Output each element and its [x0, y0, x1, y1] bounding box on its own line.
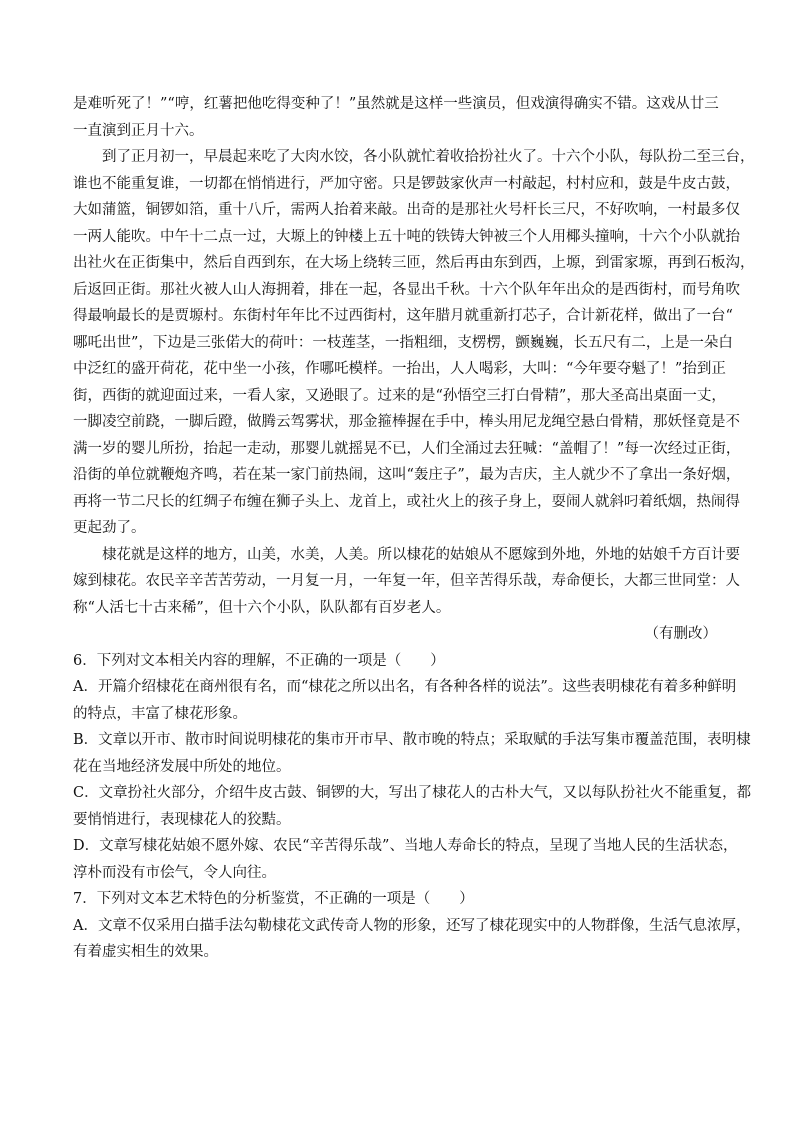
passage-line: 一脚凌空前跷，一脚后蹬，做腾云驾雾状，那金箍棒握在手中，棒头用尼龙绳空悬白骨精，那妖怪竟是不 [73, 414, 740, 430]
option-c-cont: 要悄悄进行，表现棣花人的狡黠。 [73, 811, 291, 828]
passage-paragraph-dihua [73, 542, 740, 622]
passage-line: 谁也不能重复谁，一切都在悄悄进行，严加守密。只是锣鼓家伙声一村敲起，村村应和，鼓是牛皮古鼓， [73, 175, 740, 192]
passage-line: 出社火在正街集中，然后自西到东，在大场上绕转三匝，然后再由东到西，上塬，到雷家塬，再到石板沟， [73, 255, 755, 271]
question-stem: 7．下列对文本艺术特色的分析鉴赏，不正确的一项是（ ） [73, 891, 474, 907]
passage-line: 得最响最长的是贾塬村。东街村年年比不过西街村，这年腊月就重新打芯子，合计新花样，做出了一台“ [73, 308, 733, 324]
passage-line: 嫁到棣花。农民辛辛苦苦劳动，一月复一月，一年复一年，但辛苦得乐哉，寿命便长，大都三世同堂：人 [73, 573, 740, 589]
passage-line: 称“人活七十古来稀”，但十六个小队，队队都有百岁老人。 [73, 599, 451, 616]
option-d: D．文章写棣花姑娘不愿外嫁、农民“辛苦得乐哉”、当地人寿命长的特点，呈现了当地人民的生活状态， [73, 838, 738, 854]
passage-line: 满一岁的婴儿所扮，抬起一走动，那婴儿就摇晃不已，人们全涌过去狂喊：“盖帽了！”每一次经过正街， [73, 440, 741, 457]
option-b-cont: 花在当地经济发展中所处的地位。 [73, 758, 291, 775]
passage-line: 是难听死了！”“哼，红薯把他吃得变种了！”虽然就是这样一些演员，但戏演得确实不错。这戏从廿三 [73, 96, 719, 112]
passage-paragraph-shehuo [73, 144, 755, 542]
passage-line: 后返回正街。那社火被人山人海拥着，排在一起，各显出千秋。十六个队年年出众的是西街村，而号角吹 [73, 281, 740, 298]
passage-continuation [73, 91, 725, 144]
option-c: C．文章扮社火部分，介绍牛皮古鼓、铜锣的大，写出了棣花人的古朴大气，又以每队扮社火不能重复，都 [73, 785, 752, 801]
passage-line: 更起劲了。 [73, 520, 146, 536]
passage-line: 大如蒲篮，铜锣如箔，重十八斤，需两人抬着来敲。出奇的是那社火号杆长三尺，不好吹响，一村最多仅 [73, 202, 740, 218]
passage-line: 棣花就是这样的地方，山美，水美，人美。所以棣花的姑娘从不愿嫁到外地，外地的姑娘千方百计要 [102, 546, 740, 563]
passage-line: 到了正月初一，早晨起来吃了大肉水饺，各小队就忙着收拾扮社火了。十六个小队，每队扮二至三台， [102, 149, 755, 165]
passage-line: 一直演到正月十六。 [73, 122, 204, 139]
option-a-cont: 有着虚实相生的效果。 [73, 944, 218, 960]
passage-line: 一两人能吹。中午十二点一过，大塬上的钟楼上五十吨的铁铸大钟被三个人用椰头撞响，十六个小队就抬 [73, 228, 740, 245]
option-d-cont: 淳朴而没有市侩气，令人向往。 [73, 864, 276, 881]
question-stem: 6．下列对文本相关内容的理解，不正确的一项是（ ） [73, 652, 445, 669]
exam-page [73, 91, 755, 966]
passage-line: 沿街的单位就鞭炮齐鸣，若在某一家门前热闹，这叫“轰庄子”，最为吉庆，主人就少不了拿出一条好烟， [73, 467, 741, 483]
option-b: B．文章以开市、散市时间说明棣花的集市开市早、散市晚的特点；采取赋的手法写集市覆盖范围，表明棣 [73, 732, 751, 748]
passage-line: 再将一节二尺长的红绸子布缠在狮子头上、龙首上，或社火上的孩子身上，耍闹人就斜叼着纸烟，热闹得 [73, 493, 740, 510]
option-a: A．开篇介绍棣花在商州很有名，而“棣花之所以出名，有各种各样的说法”。这些表明棣花有着多种鲜明 [73, 679, 737, 695]
passage-line: 街，西街的就迎面过来，一看人家，又逊眼了。过来的是“孙悟空三打白骨精”，那大圣高出桌面一丈， [73, 387, 726, 404]
option-a: A．文章不仅采用白描手法勾勒棣花文武传奇人物的形象，还写了棣花现实中的人物群像，生活气息浓厚， [73, 917, 751, 934]
option-a-cont: 的特点，丰富了棣花形象。 [73, 705, 247, 722]
source-note: （有删改） [644, 626, 717, 642]
passage-line: 哪吒出世”，下边是三张偌大的荷叶：一枝莲茎，一指粗细，支楞楞，颤巍巍，长五尺有二，上是一朵白 [73, 334, 733, 351]
question-7 [73, 886, 751, 966]
question-6 [73, 648, 752, 887]
passage-line: 中泛红的盛开荷花，花中坐一小孩，作哪吒模样。一抬出，人人喝彩，大叫：“今年要夺魁了！”抬到正 [73, 361, 726, 377]
